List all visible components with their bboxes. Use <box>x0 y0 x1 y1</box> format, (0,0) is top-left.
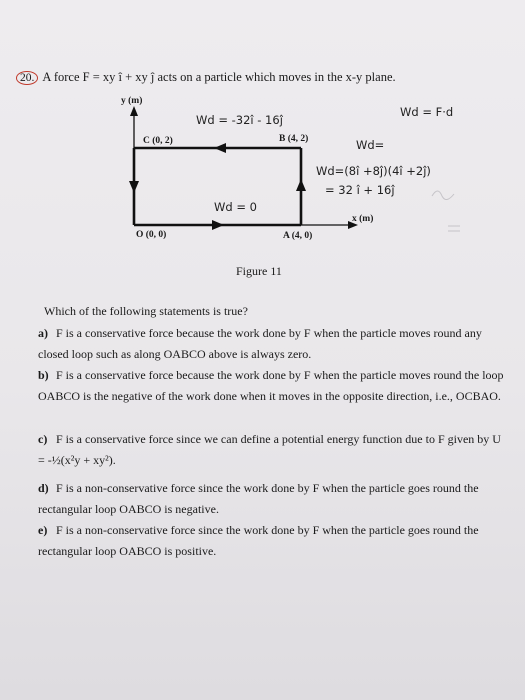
option-b <box>38 365 508 407</box>
handwritten-result: = 32 î + 16ĵ <box>325 183 395 197</box>
option-text: F is a conservative force since we can define a potential energy function due to F given by U = -½(x²y + xy²). <box>38 432 501 467</box>
option-letter: c) <box>38 432 48 446</box>
option-text: F is a conservative force because the work done by F when the particle moves round any closed loop such as along OABCO above is always zero. <box>38 326 482 361</box>
option-text: F is a non-conservative force since the work done by F when the particle goes round the rectangular loop OABCO is negative. <box>38 481 479 516</box>
question-text: A force F = xy î + xy ĵ acts on a particle which moves in the x-y plane. <box>42 70 396 84</box>
option-e <box>38 520 508 562</box>
handwritten-bottom-path: Wd = 0 <box>214 200 257 214</box>
option-letter: a) <box>38 326 48 340</box>
option-c <box>38 429 508 471</box>
option-text: F is a conservative force because the work done by F when the particle moves round the loop OABCO is the negative of the work done when it moves in the opposite direction, i.e., OCBAO. <box>38 368 504 403</box>
faint-scribble <box>432 191 454 200</box>
figure-caption: Figure 11 <box>236 264 282 278</box>
question-prompt: Which of the following statements is true? <box>44 304 248 318</box>
x-axis-label: x (m) <box>352 214 374 224</box>
option-letter: b) <box>38 368 49 382</box>
y-axis-arrowhead <box>130 106 138 116</box>
faint-scribble <box>448 226 460 231</box>
arrow-CO <box>129 181 139 193</box>
arrow-AB <box>296 179 306 191</box>
handwritten-dot-product: Wd=(8î +8ĵ)(4î +2ĵ) <box>316 164 431 178</box>
handwritten-formula: Wd = F·d <box>400 105 454 119</box>
point-A-label: A (4, 0) <box>283 231 313 241</box>
handwritten-top-path: Wd = -32î - 16ĵ <box>196 113 283 127</box>
option-a <box>38 323 508 365</box>
loop-diagram <box>0 0 525 300</box>
arrow-OA <box>212 220 224 230</box>
arrow-BC <box>214 143 226 153</box>
point-C-label: C (0, 2) <box>143 136 173 146</box>
option-text: F is a non-conservative force since the work done by F when the particle goes round the rectangular loop OABCO is positive. <box>38 523 479 558</box>
point-B-label: B (4, 2) <box>279 134 309 144</box>
option-d <box>38 478 508 520</box>
y-axis-label: y (m) <box>121 96 143 106</box>
point-O-label: O (0, 0) <box>136 230 167 240</box>
question-number: 20. <box>16 71 38 85</box>
handwritten-wd: Wd= <box>356 138 385 152</box>
option-letter: e) <box>38 523 48 537</box>
option-letter: d) <box>38 481 49 495</box>
